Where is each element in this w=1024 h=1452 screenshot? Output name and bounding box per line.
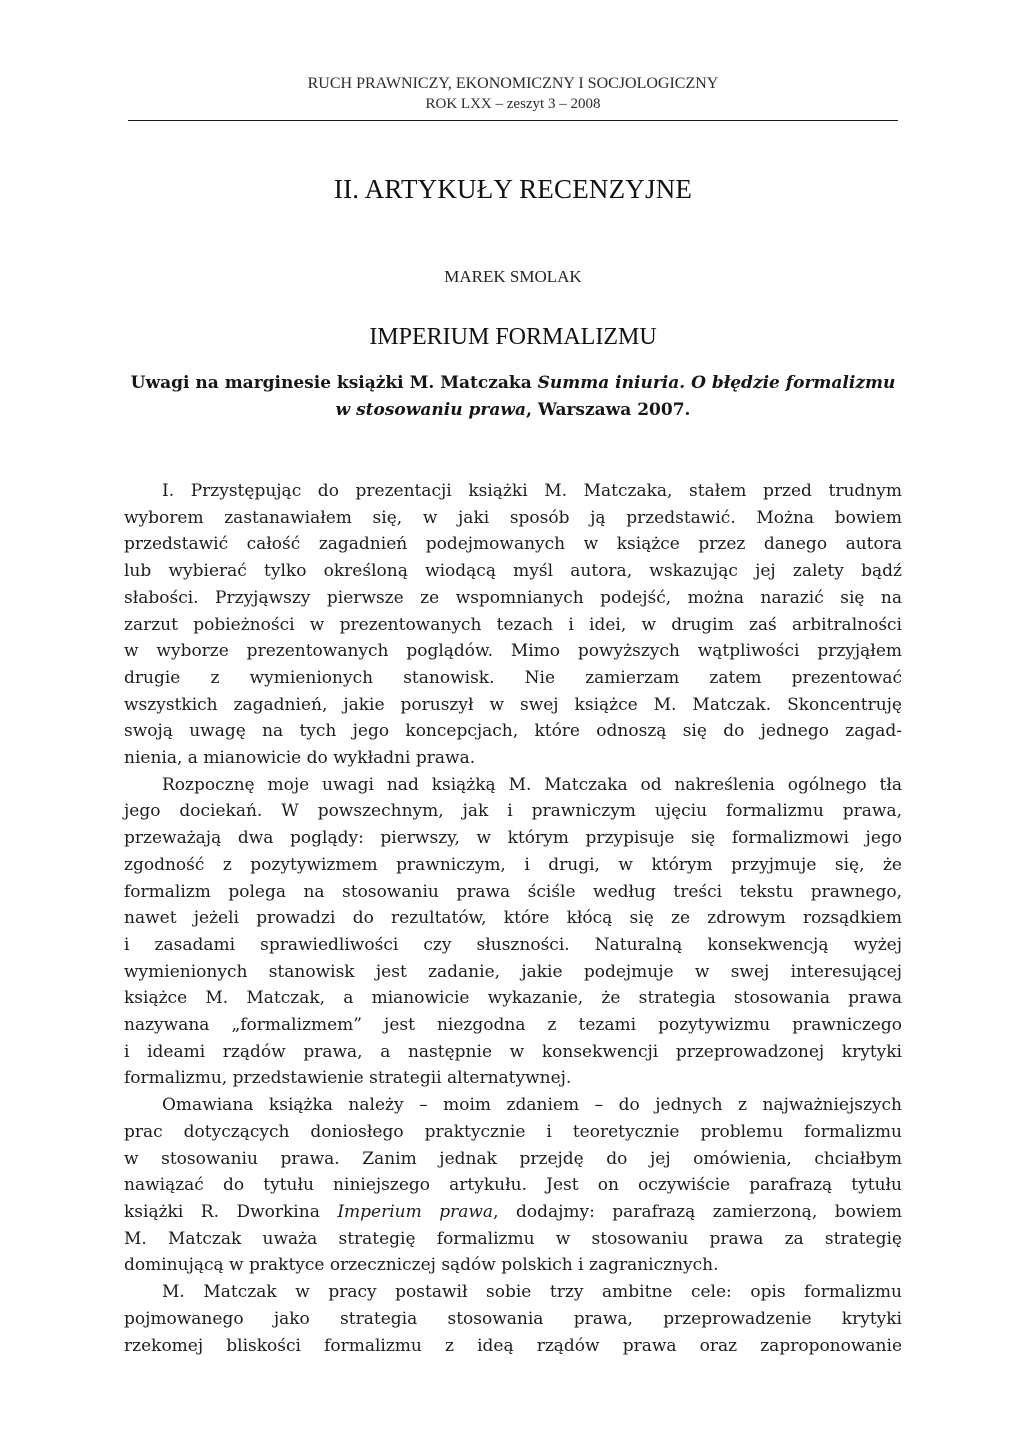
text-line	[124, 1199, 902, 1226]
text-line: M. Matczak uważa strategię formalizmu w stosowaniu prawa za strategię	[124, 1228, 902, 1249]
text-line: formalizm polega na stosowaniu prawa ściśle według treści tekstu prawnego,	[124, 881, 902, 902]
text-line: nienia, a mianowicie do wykładni prawa.	[124, 748, 476, 769]
text-line: zarzut pobieżności w prezentowanych tezach i idei, w drugim zaś arbitralności	[124, 614, 902, 635]
text-segment: , dodajmy: parafrazą zamierzoną, bowiem	[493, 1201, 902, 1222]
text-line: wymienionych stanowisk jest zadanie, jakie podejmuje w swej interesującej	[124, 961, 902, 982]
text-line: przedstawić całość zagadnień podejmowanych w książce przez danego autora	[124, 534, 902, 555]
text-line: Rozpocznę moje uwagi nad książką M. Matczaka od nakreślenia ogólnego tła	[162, 774, 902, 795]
text-line: nawet jeżeli prowadzi do rezultatów, które kłócą się ze zdrowym rozsądkiem	[124, 908, 902, 929]
text-line: Omawiana książka należy – moim zdaniem – do jednych z najważniejszych	[162, 1095, 902, 1116]
text-line: wszystkich zagadnień, jakie poruszył w swej książce M. Matczak. Skoncentruję	[124, 694, 902, 715]
subtitle-text: Uwagi na marginesie książki M. Matczaka	[130, 373, 538, 393]
text-line: i ideami rządów prawa, a następnie w konsekwencji przeprowadzonej krytyki	[124, 1041, 902, 1062]
text-line: rzekomej bliskości formalizmu z ideą rządów prawa oraz zaproponowanie	[124, 1335, 902, 1356]
text-segment: książki R. Dworkina	[124, 1201, 338, 1222]
text-line: nawiązać do tytułu niniejszego artykułu. Jest on oczywiście parafrazą tytułu	[124, 1175, 902, 1196]
subtitle-place-year: , Warszawa 2007.	[526, 400, 691, 420]
text-line: lub wybierać tylko określoną wiodącą myśl autora, wskazując jej zalety bądź	[124, 561, 902, 582]
text-line: swoją uwagę na tych jego koncepcjach, które odnoszą się do jednego zagad-	[124, 721, 902, 742]
text-line: I. Przystępując do prezentacji książki M. Matczaka, stałem przed trudnym	[162, 481, 902, 501]
author-name: MAREK SMOLAK	[444, 267, 582, 286]
article-body	[124, 478, 902, 1359]
text-line: drugie z wymienionych stanowisk. Nie zamierzam zatem prezentować	[124, 667, 902, 688]
text-line: jego dociekań. W powszechnym, jak i prawniczym ujęciu formalizmu prawa,	[124, 801, 902, 822]
subtitle-book-title: Summa iniuria. O błędzie formalizmu w stosowaniu prawa	[335, 373, 896, 420]
text-line: zgodność z pozytywizmem prawniczym, i drugi, w którym przyjmuje się, że	[124, 854, 902, 875]
article-title: IMPERIUM FORMALIZMU	[369, 324, 657, 350]
section-title: II. ARTYKUŁY RECENZYJNE	[333, 174, 693, 204]
text-line: pojmowanego jako strategia stosowania prawa, przeprowadzenie krytyki	[124, 1308, 902, 1329]
book-title: Imperium prawa	[337, 1201, 494, 1222]
text-line: formalizmu, przedstawienie strategii alternatywnej.	[124, 1068, 572, 1089]
journal-issue: ROK LXX – zeszyt 3 – 2008	[425, 96, 601, 112]
text-line: w wyborze prezentowanych poglądów. Mimo powyższych wątpliwości przyjąłem	[124, 641, 902, 662]
text-line: nazywana „formalizmem” jest niezgodna z tezami pozytywizmu prawniczego	[124, 1015, 902, 1036]
text-line: prac dotyczących doniosłego praktycznie i teoretycznie problemu formalizmu	[124, 1121, 902, 1142]
article-subtitle	[124, 370, 902, 424]
text-line: dominującą w praktyce orzeczniczej sądów polskich i zagranicznych.	[124, 1255, 719, 1276]
journal-name: RUCH PRAWNICZY, EKONOMICZNY I SOCJOLOGICZNY	[307, 75, 719, 92]
text-line: i zasadami sprawiedliwości czy słuszności. Naturalną konsekwencją wyżej	[124, 934, 902, 955]
journal-header	[128, 74, 898, 114]
text-line: M. Matczak w pracy postawił sobie trzy ambitne cele: opis formalizmu	[162, 1282, 902, 1303]
text-line: wyborem zastanawiałem się, w jaki sposób ją przedstawić. Można bowiem	[124, 507, 902, 528]
text-line: w stosowaniu prawa. Zanim jednak przejdę do jej omówienia, chciałbym	[124, 1148, 902, 1169]
header-divider	[128, 120, 898, 121]
text-line: książce M. Matczak, a mianowicie wykazanie, że strategia stosowania prawa	[124, 988, 902, 1009]
text-line: przeważają dwa poglądy: pierwszy, w którym przypisuje się formalizmowi jego	[124, 828, 902, 849]
text-line: słabości. Przyjąwszy pierwsze ze wspomnianych podejść, można narazić się na	[124, 587, 902, 608]
